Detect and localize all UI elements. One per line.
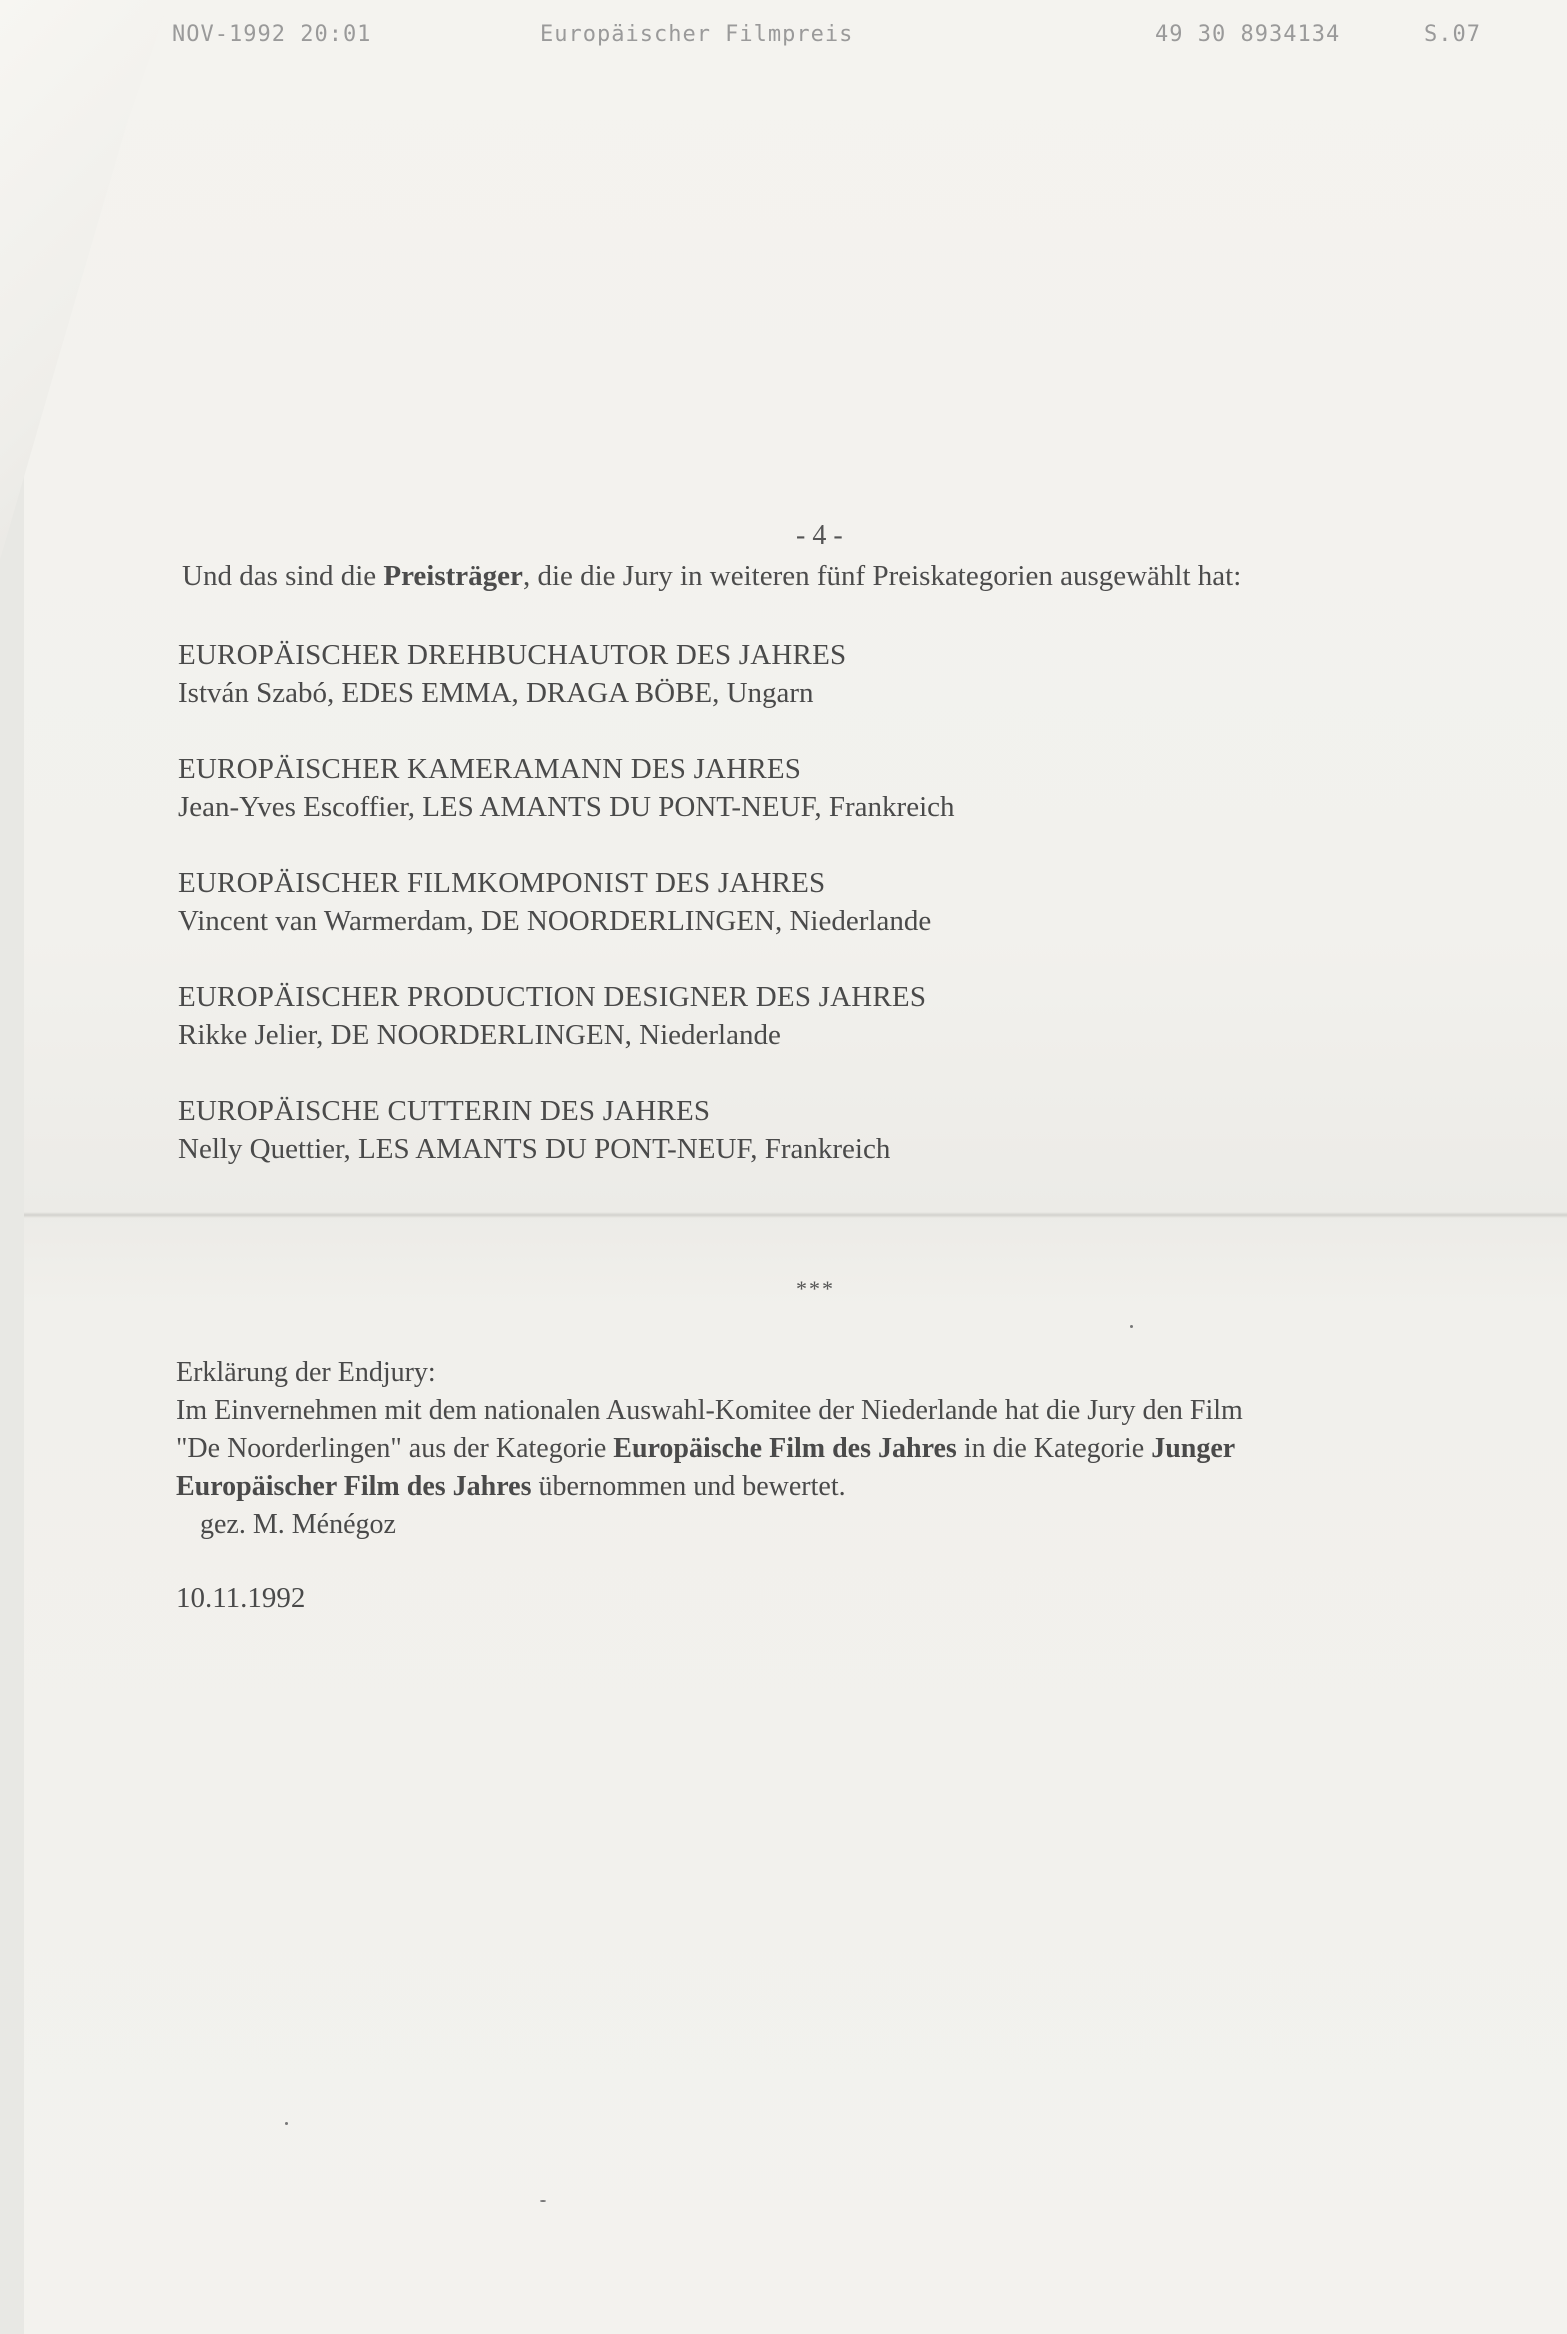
paper-speck — [1130, 1325, 1133, 1328]
fax-page-label: S.07 — [1424, 22, 1481, 47]
award-category: EUROPÄISCHER FILMKOMPONIST DES JAHRES — [178, 867, 826, 899]
paper-speck — [285, 2122, 288, 2125]
jury-declaration — [176, 1354, 1476, 1544]
award-entry — [178, 1092, 890, 1168]
declaration-bold-text: Junger — [1151, 1433, 1236, 1464]
intro-text-bold: Preisträger — [383, 560, 523, 592]
award-entry — [178, 750, 955, 826]
declaration-line: Im Einvernehmen mit dem nationalen Auswahl-Komitee der Niederlande hat die Jury den Film — [176, 1395, 1243, 1426]
page-number: - 4 - — [796, 520, 843, 551]
intro-text-before: Und das sind die — [182, 560, 384, 592]
award-entry — [178, 864, 931, 940]
award-winner: István Szabó, EDES EMMA, DRAGA BÖBE, Ungarn — [178, 677, 814, 709]
award-category: EUROPÄISCHE CUTTERIN DES JAHRES — [178, 1095, 711, 1127]
fax-date-time: NOV-1992 20:01 — [172, 22, 372, 47]
award-winner: Jean-Yves Escoffier, LES AMANTS DU PONT-NEUF, Frankreich — [178, 791, 955, 823]
intro-sentence — [182, 560, 1241, 593]
award-entry — [178, 636, 846, 712]
award-winner: Nelly Quettier, LES AMANTS DU PONT-NEUF, Frankreich — [178, 1133, 891, 1165]
declaration-line — [176, 1468, 1476, 1506]
declaration-text: in die Kategorie — [956, 1433, 1152, 1464]
intro-text-after: , die die Jury in weiteren fünf Preiskategorien ausgewählt hat: — [522, 560, 1242, 592]
signature-line: gez. M. Ménégoz — [200, 1509, 396, 1540]
fax-sender: Europäischer Filmpreis — [540, 22, 854, 47]
declaration-line — [176, 1430, 1476, 1468]
paper-fold-crease — [24, 1212, 1567, 1218]
declaration-text: "De Noorderlingen" aus der Kategorie — [176, 1433, 614, 1464]
award-category: EUROPÄISCHER KAMERAMANN DES JAHRES — [178, 753, 802, 785]
section-separator: *** — [796, 1276, 835, 1301]
award-category: EUROPÄISCHER PRODUCTION DESIGNER DES JAHRES — [178, 981, 927, 1013]
fax-phone-number: 49 30 8934134 — [1155, 22, 1341, 47]
fax-transmission-header — [0, 22, 1567, 52]
award-category: EUROPÄISCHER DREHBUCHAUTOR DES JAHRES — [178, 639, 847, 671]
declaration-bold-text: Europäische Film des Jahres — [613, 1433, 957, 1464]
award-winner: Rikke Jelier, DE NOORDERLINGEN, Niederlande — [178, 1019, 781, 1051]
declaration-bold-text: Europäischer Film des Jahres — [176, 1471, 532, 1502]
award-entry — [178, 978, 926, 1054]
award-winner: Vincent van Warmerdam, DE NOORDERLINGEN, Niederlande — [178, 905, 932, 937]
paper-speck — [540, 2200, 546, 2202]
declaration-heading: Erklärung der Endjury: — [176, 1357, 436, 1388]
declaration-text: übernommen und bewertet. — [531, 1471, 846, 1502]
document-date: 10.11.1992 — [176, 1582, 306, 1614]
